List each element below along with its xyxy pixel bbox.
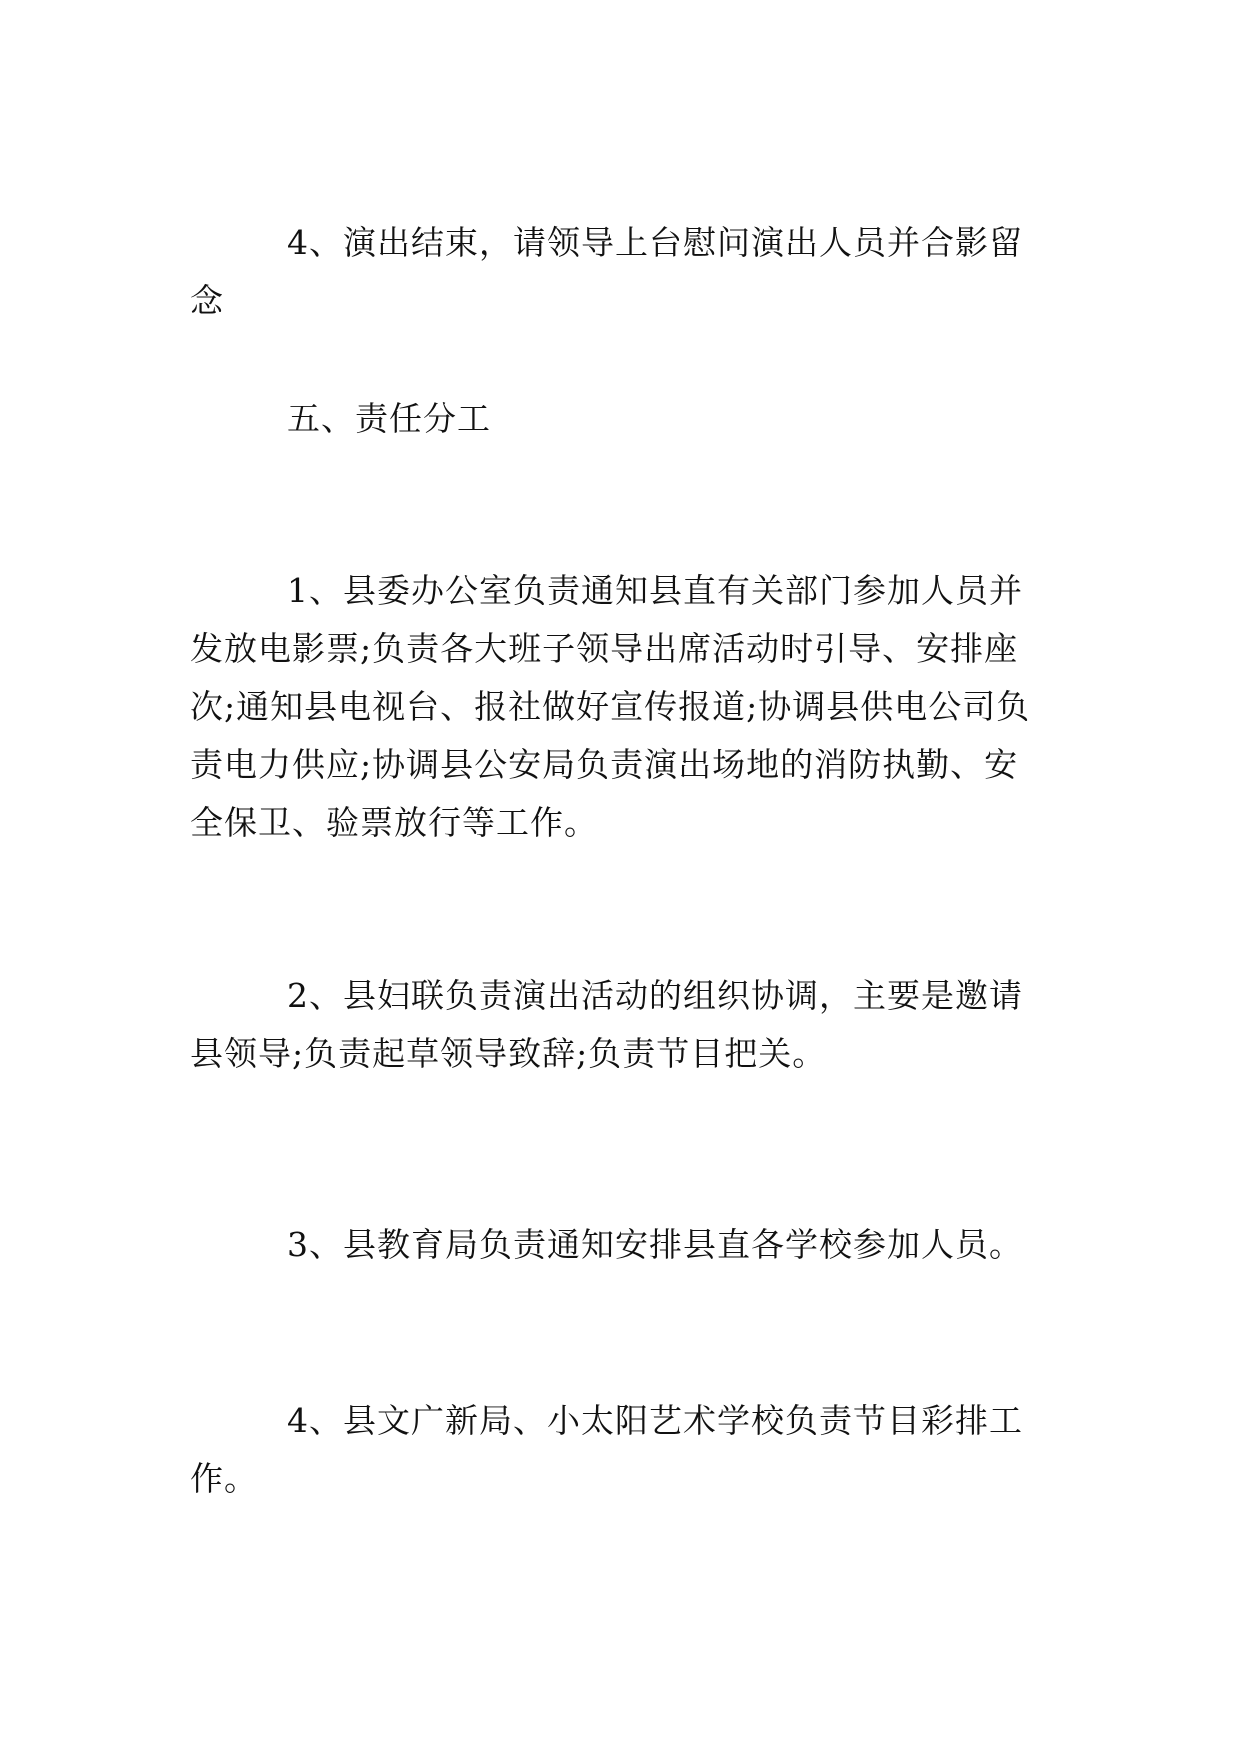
paragraph-education-bureau: 3、县教育局负责通知安排县直各学校参加人员。 <box>287 1225 1023 1264</box>
paragraph-closing-step: 4、演出结束，请领导上台慰问演出人员并合影留念 <box>190 223 1023 320</box>
paragraph-county-office: 1、县委办公室负责通知县直有关部门参加人员并发放电影票;负责各大班子领导出席活动时引导、安排座次;通知县电视台、报社做好宣传报道;协调县供电公司负责电力供应;协调县公安局负责演出场地的消防执勤、安全保卫、验票放行等工作。 <box>190 571 1031 842</box>
paragraph-womens-federation: 2、县妇联负责演出活动的组织协调，主要是邀请县领导;负责起草领导致辞;负责节目把关。 <box>190 976 1023 1073</box>
paragraph-culture-bureau: 4、县文广新局、小太阳艺术学校负责节目彩排工作。 <box>190 1401 1023 1498</box>
section-heading-responsibilities: 五、责任分工 <box>287 399 491 438</box>
